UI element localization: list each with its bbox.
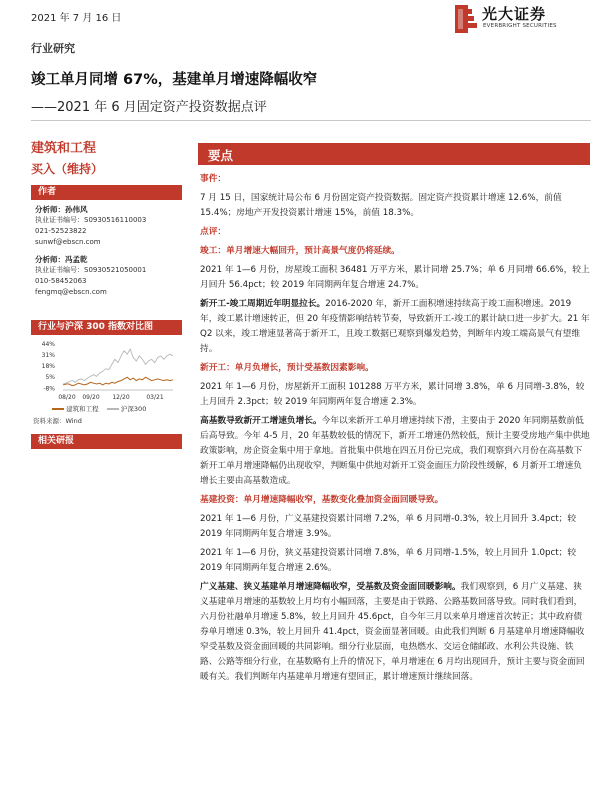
legend-label-index: 沪深300: [120, 405, 147, 413]
author-section-header: 作者: [31, 185, 182, 200]
author-card: [35, 204, 175, 248]
infra-narrow-text: 2021 年 1—6 月份，狭义基建投资累计同增 7.8%，单 6 月同增-1.5%，较上月回升 1.0pct；较 2019 年同期两年复合增速 2.6%。: [200, 548, 577, 573]
author-name: 分析师：冯孟乾: [35, 255, 88, 264]
comment-label: 点评：: [200, 227, 227, 237]
company-logo: [455, 3, 595, 37]
author-email[interactable]: sunwf@ebscn.com: [35, 238, 101, 246]
legend-swatch-index: [107, 408, 119, 410]
y-tick-label: 18%: [41, 363, 55, 371]
infra-analysis-text: 我们观察到，6 月广义基建、狭义基建单月增速的基数较上月均有小幅回落，主要是由于铁路、公路基数回落导致。同时我们看到，六月份社融单月增速 5.8%，较上月回升 45.6pct，自今年三月以来单月增速首次转正；其中政府债券单月增速 0.3%，较上月回升 41.4pct，资金面显著回暖。由此我们判断 6 月基建单月增速降幅收窄受基数及资金面回暖的共同影响。细分行业层面，电热燃水、交运仓储邮政、水利公共设施、铁路、公路等细分行业，在基数略有上升的情况下，单月增速在 6 月均出现回升，预计主要与资金面回暖有关。我们判断年内基建单月增速有望回正，累计增速预计继续回落。: [200, 582, 585, 682]
y-tick-label: -8%: [43, 385, 55, 393]
completion-heading: 竣工：单月增速大幅回升，预计高景气度仍将延续。: [200, 246, 400, 256]
logo-english-text: EVERBRIGHT SECURITIES: [483, 23, 557, 29]
y-tick-label: 5%: [45, 374, 55, 382]
event-text: 7 月 15 日，国家统计局公布 6 月份固定资产投资数据。固定资产投资累计增速 12.6%，前值 15.4%；房地产开发投资累计增速 15%，前值 18.3%。: [200, 193, 562, 218]
logo-chinese-text: 光大证券: [482, 5, 547, 23]
x-tick-label: 08/20: [58, 394, 76, 401]
newstart-text: 2021 年 1—6 月份，房屋新开工面积 101288 万平方米，累计同增 3.8%，单 6 月同增-3.8%，较上月回升 2.3pct；较 2019 年同期两年复合增速 2.3%。: [200, 382, 585, 407]
completion-text: 2021 年 1—6 月份，房屋竣工面积 36481 万平方米，累计同增 25.7%；单 6 月同增 66.6%，较上月回升 56.4pct；较 2019 年同期两年复合增速 24.7%。: [200, 265, 590, 290]
cycle-lead: 新开工-竣工周期近年明显拉长。: [200, 299, 326, 309]
infra-analysis-lead: 广义基建、狭义基建单月增速降幅收窄，受基数及资金面回暖影响。: [200, 582, 461, 592]
summary-header-bar: [198, 143, 590, 165]
y-tick-label: 44%: [41, 341, 55, 348]
author-card: [35, 254, 175, 298]
base-text: 今年以来新开工单月增速持续下滑，主要由于 2020 年同期基数前低后高导致。今年 4-5 月，20 年基数较低的情况下，新开工增速仍然较低，预计主要受房地产集中供地政策影响，房企资金集中用于拿地。首批集中供地在四五月份已完成，我们观察到六月份在高基数下新开工单月增速降幅仍出现收窄，判断集中供地对新开工资金面压力阶段性缓解，6 月新开工增速负增长主要由高基数造成。: [200, 416, 590, 486]
legend-label-industry: 建筑和工程: [66, 405, 99, 413]
series-line-industry: [63, 377, 173, 386]
logo-mark-icon: [455, 5, 477, 33]
page-title: 竣工单月同增 67%，基建单月增速降幅收窄: [31, 72, 318, 88]
x-tick-label: 03/21: [146, 394, 164, 401]
x-tick-label: 09/20: [82, 394, 100, 401]
author-email[interactable]: fengmq@ebscn.com: [35, 288, 107, 296]
document-type: 行业研究: [31, 42, 75, 55]
summary-body: [200, 172, 590, 689]
cycle-paragraph: [200, 297, 590, 357]
base-lead: 高基数导致新开工增速负增长。: [200, 416, 322, 426]
cycle-text: 2016-2020 年，新开工面积增速持续高于竣工面积增速。2019 年，竣工累计增速转正，但 20 年疫情影响结转节奏，导致新开工-竣工的累计缺口进一步扩大。21 年 Q2 以来，竣工增速显著高于新开工，且竣工数据已观察到爆发趋势，判断年内竣工端高景气有望维持。: [200, 299, 590, 354]
x-tick-label: 12/20: [112, 394, 130, 401]
infra-broad-text: 2021 年 1—6 月份，广义基建投资累计同增 7.2%，单 6 月同增-0.3%，较上月回升 3.4pct；较 2019 年同期两年复合增速 3.9%。: [200, 514, 577, 539]
summary-header: 要点: [208, 148, 234, 163]
industry-name: 建筑和工程: [31, 141, 97, 156]
newstart-heading: 新开工：单月负增长，预计受基数因素影响。: [200, 363, 374, 373]
legend-swatch-industry: [52, 408, 64, 410]
author-phone: 010-58452063: [35, 277, 87, 285]
page-subtitle: ——2021 年 6 月固定资产投资数据点评: [31, 100, 267, 115]
chart-legend: [52, 404, 146, 413]
chart-source: 资料来源：Wind: [33, 417, 82, 425]
infra-analysis-paragraph: [200, 580, 590, 685]
infra-heading: 基建投资：单月增速降幅收窄，基数变化叠加资金面回暖导致。: [200, 495, 444, 505]
author-license: 执业证书编号：S0930516110003: [35, 216, 147, 224]
base-paragraph: [200, 414, 590, 489]
chart-section-header: 行业与沪深 300 指数对比图: [31, 320, 182, 335]
author-phone: 021-52523822: [35, 227, 87, 235]
rating: 买入（维持）: [31, 162, 104, 176]
event-label: 事件：: [200, 174, 227, 184]
related-reports-header[interactable]: 相关研报: [31, 434, 182, 449]
header-divider: [31, 120, 591, 121]
author-license: 执业证书编号：S0930521050001: [35, 266, 147, 274]
author-name: 分析师：孙伟风: [35, 205, 88, 214]
y-tick-label: 31%: [41, 352, 55, 360]
report-date: 2021 年 7 月 16 日: [31, 13, 122, 24]
